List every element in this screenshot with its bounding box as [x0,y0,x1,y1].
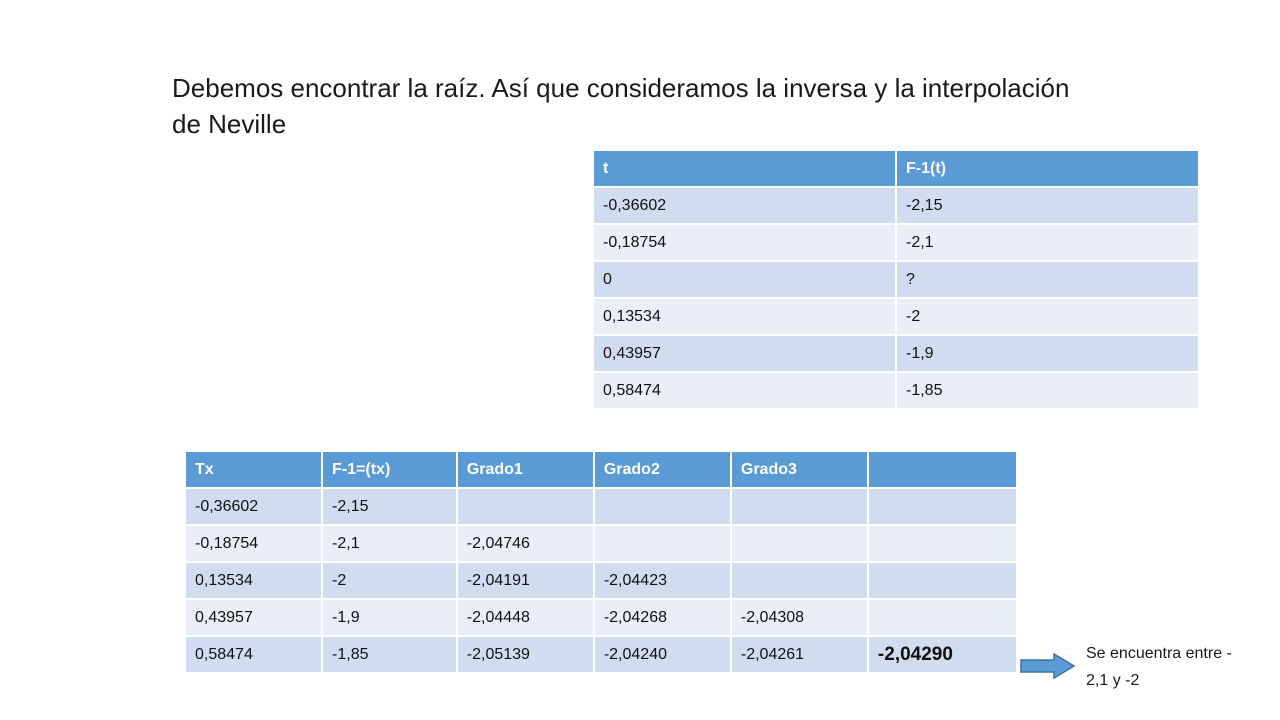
table-cell [731,488,868,525]
header-cell: Tx [185,451,322,488]
header-cell: t [593,150,896,187]
table-cell [868,562,1017,599]
table-cell [594,525,731,562]
table-cell: -1,9 [896,335,1199,372]
table-cell: -2,04423 [594,562,731,599]
header-cell [868,451,1017,488]
table-row [185,525,1017,562]
table-cell: -0,18754 [185,525,322,562]
table-cell: -2 [322,562,457,599]
table-header-row [185,451,1017,488]
table-cell [868,525,1017,562]
table-cell: -2,15 [322,488,457,525]
header-cell: Grado3 [731,451,868,488]
table-cell: -2,1 [322,525,457,562]
table-cell: -2,04448 [457,599,594,636]
table-cell: -2,04261 [731,636,868,673]
table-row [593,298,1199,335]
header-cell: Grado1 [457,451,594,488]
table-cell [868,488,1017,525]
table-cell: 0 [593,261,896,298]
table-cell: -1,9 [322,599,457,636]
table-cell: -0,36602 [185,488,322,525]
table-header-row [593,150,1199,187]
header-cell: Grado2 [594,451,731,488]
table-cell: -2,1 [896,224,1199,261]
table-cell: 0,13534 [593,298,896,335]
table-cell [457,488,594,525]
right-arrow-icon [1020,653,1076,679]
table-cell: -2,04240 [594,636,731,673]
table-cell [868,599,1017,636]
note-text: Se encuentra entre - 2,1 y -2 [1086,645,1232,689]
neville-table [184,450,1018,674]
table-row [593,372,1199,409]
table-cell: 0,13534 [185,562,322,599]
table-cell [731,562,868,599]
table-cell: 0,43957 [593,335,896,372]
table-cell: -0,36602 [593,187,896,224]
table-row [593,224,1199,261]
table-cell: -2,04191 [457,562,594,599]
table-cell: -0,18754 [593,224,896,261]
table-cell: -2,15 [896,187,1199,224]
table-cell: -2,04746 [457,525,594,562]
table-cell: -1,85 [322,636,457,673]
table-row [593,187,1199,224]
table-cell [594,488,731,525]
table-cell: -2,04268 [594,599,731,636]
table-cell: -2,05139 [457,636,594,673]
table-row [185,636,1017,673]
table-row [185,488,1017,525]
table-cell: 0,58474 [593,372,896,409]
table-row [593,261,1199,298]
table-row [185,599,1017,636]
table-cell: -1,85 [896,372,1199,409]
header-cell: F-1(t) [896,150,1199,187]
table-cell: -2,04308 [731,599,868,636]
table-cell [731,525,868,562]
page-title: Debemos encontrar la raíz. Así que consideramos la inversa y la interpolación de Neville [172,73,1070,139]
table-row [185,562,1017,599]
table-row [593,335,1199,372]
table-cell: ? [896,261,1199,298]
result-cell: -2,04290 [868,636,1017,673]
table-cell: 0,43957 [185,599,322,636]
header-cell: F-1=(tx) [322,451,457,488]
table-cell: 0,58474 [185,636,322,673]
table-cell: -2 [896,298,1199,335]
inverse-table [592,149,1200,410]
